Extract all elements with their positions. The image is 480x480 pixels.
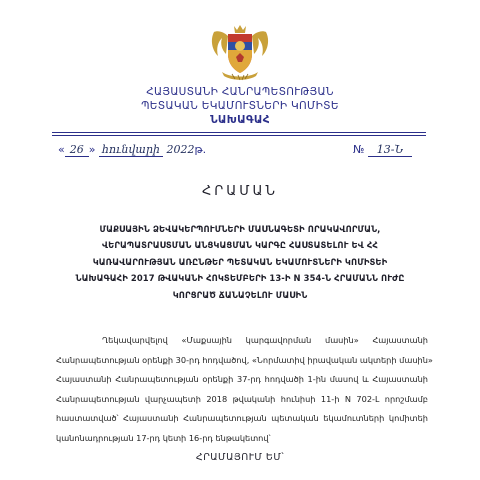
decree-statement: ՀՐԱՄԱՅՈՒՄ ԵՄ՝ bbox=[195, 452, 285, 463]
org-position: ՆԱԽԱԳԱՀ bbox=[210, 114, 270, 126]
document-title: ՀՐԱՄԱՆ bbox=[201, 184, 278, 199]
heading-line: ՎԵՐԱՊԱՏՐԱՍՏՄԱՆ ԱՆՑԿԱՑՄԱՆ ԿԱՐԳԸ ՀԱՍՏԱՏԵԼՈՒ ԵՎ ՀՀ bbox=[102, 240, 378, 251]
header-rule-thin bbox=[52, 135, 426, 136]
armenian-coat-of-arms-icon bbox=[208, 22, 272, 82]
heading-line: ՆԱԽԱԳԱՀԻ 2017 ԹՎԱԿԱՆԻ ՀՈԿՏԵՄԲԵՐԻ 13-Ի N 354-Ն ՀՐԱՄԱՆՆ ՈՒԺԸ bbox=[75, 273, 405, 284]
body-line: Հանրապետության վարչապետի 2018 թվականի հունիսի 11-ի N 702-Լ որոշմամբ bbox=[56, 393, 428, 404]
header-rule bbox=[52, 132, 426, 133]
org-name-line-2: ՊԵՏԱԿԱՆ ԵԿԱՄՈՒՏՆԵՐԻ ԿՈՄԻՏԵ bbox=[141, 100, 339, 112]
date-year: 2022 bbox=[166, 143, 195, 156]
date-month: հունվարի bbox=[99, 143, 163, 157]
body-line: հաստատված՝ Հայաստանի Հանրապետության պետական եկամուտների կոմիտեի bbox=[56, 413, 428, 424]
org-name-line-1: ՀԱՅԱՍՏԱՆԻ ՀԱՆՐԱՊԵՏՈՒԹՅԱՆ bbox=[146, 86, 334, 98]
body-line: կանոնադրության 17-րդ կետի 16-րդ ենթակետով՝ bbox=[56, 432, 271, 443]
document-body bbox=[56, 331, 433, 449]
date-year-suffix: թ. bbox=[194, 143, 207, 156]
body-line: Հայաստանի Հանրապետության օրենքի 37-րդ հոդվածի 1-ին մասով և Հայաստանի bbox=[56, 374, 428, 385]
body-line: Հանրապետության օրենքի 30-րդ հոդվածով, «Նորմատիվ իրավական ակտերի մասին» bbox=[56, 354, 433, 365]
document-date: « 26 » հունվարի 2022թ. bbox=[58, 143, 207, 156]
body-line: Ղեկավարվելով «Մաքսային կարգավորման մասին» Հայաստանի bbox=[102, 335, 428, 345]
number-value: 13-Ն bbox=[368, 143, 412, 157]
date-day: 26 bbox=[65, 143, 89, 157]
heading-line: ԿԱՌԱՎԱՐՈՒԹՅԱՆ ԱՌԸՆԹԵՐ ՊԵՏԱԿԱՆ ԵԿԱՄՈՒՏՆԵՐԻ ԿՈՄԻՏԵԻ bbox=[92, 256, 388, 267]
heading-line: ՄԱՔՍԱՅԻՆ ՁԵՎԱԿԵՐՊՈՒՄՆԵՐԻ ՄԱՍՆԱԳԵՏԻ ՈՐԱԿԱՎՈՐՄԱՆ, bbox=[99, 224, 381, 234]
number-label: № bbox=[353, 143, 365, 156]
document-heading bbox=[50, 221, 430, 303]
heading-line: ԿՈՐՑՐԱԾ ՃԱՆԱՉԵԼՈՒ ՄԱՍԻՆ bbox=[172, 289, 308, 300]
document-number bbox=[353, 143, 412, 163]
